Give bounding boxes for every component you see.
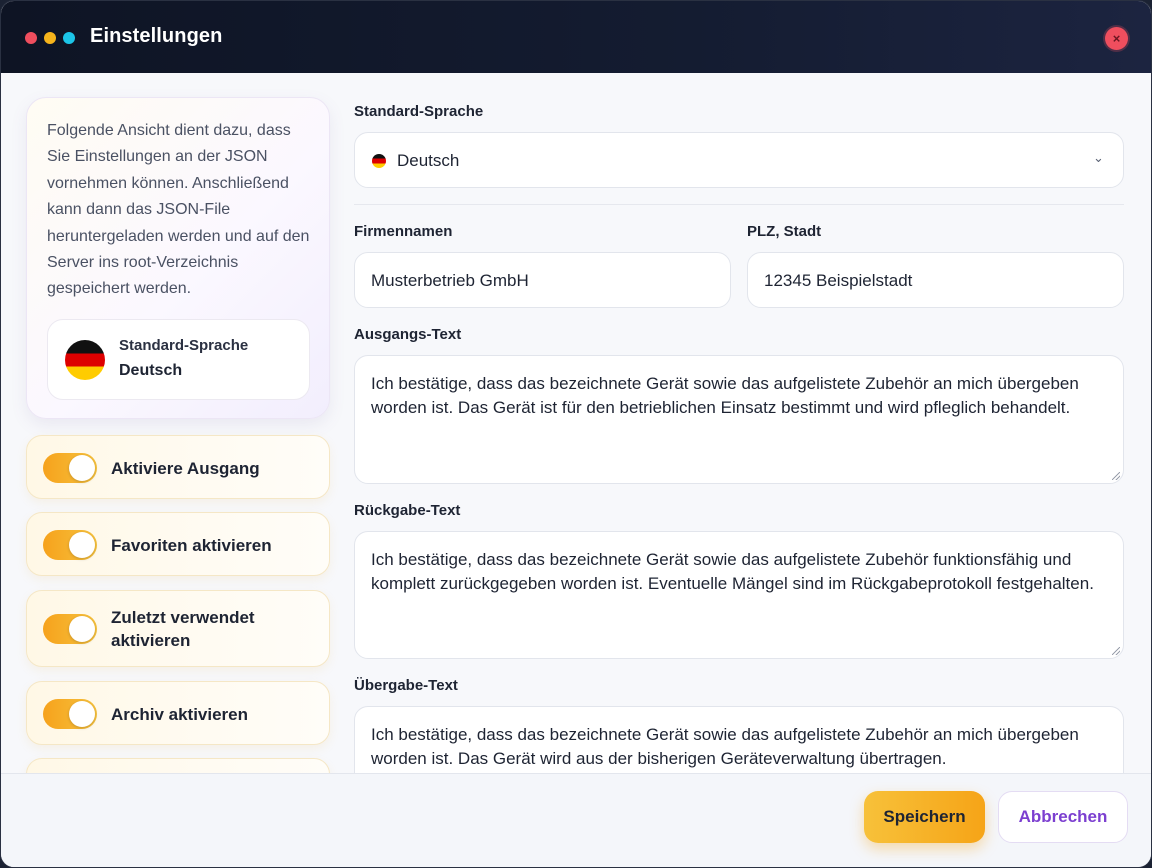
info-text: Folgende Ansicht dient dazu, dass Sie Einstellungen an der JSON vornehmen können. Anschließend kann dann das JSON-File heruntergeladen werden und auf den Server ins root-Verzeichnis gespeichert werden. — [47, 122, 310, 298]
toggle-card-favorites — [26, 512, 330, 576]
window-close-dot[interactable] — [25, 32, 37, 44]
close-icon[interactable]: × — [1105, 27, 1128, 50]
info-card — [26, 97, 330, 419]
handover-text-label: Übergabe-Text — [354, 677, 458, 694]
window-title: Einstellungen — [90, 25, 223, 47]
city-input[interactable]: 12345 Beispielstadt — [747, 252, 1124, 308]
save-button[interactable]: Speichern — [864, 791, 985, 843]
window-minimize-dot[interactable] — [44, 32, 56, 44]
toggle-card-exit — [26, 435, 330, 499]
company-input[interactable]: Musterbetrieb GmbH — [354, 252, 731, 308]
exit-text-label: Ausgangs-Text — [354, 326, 462, 343]
toggle-label-exit: Aktiviere Ausgang — [111, 459, 260, 478]
toggle-label-recent: Zuletzt verwendet aktivieren — [111, 608, 255, 650]
window-maximize-dot[interactable] — [63, 32, 75, 44]
toggle-label-archive: Archiv aktivieren — [111, 705, 249, 724]
language-label: Standard-Sprache — [354, 103, 484, 120]
language-summary-card — [47, 319, 310, 400]
titlebar — [1, 1, 1152, 73]
return-text-label: Rückgabe-Text — [354, 502, 461, 519]
toggle-knob — [69, 701, 95, 727]
language-summary-value: Deutsch — [119, 362, 183, 379]
divider — [354, 204, 1124, 205]
company-label: Firmennamen — [354, 223, 453, 240]
toggle-recent[interactable] — [43, 614, 97, 644]
resize-handle[interactable] — [1112, 647, 1120, 655]
toggle-archive[interactable] — [43, 699, 97, 729]
toggle-knob — [69, 532, 95, 558]
chevron-down-icon: ⌄ — [1093, 150, 1104, 165]
germany-flag-icon — [372, 154, 386, 168]
toggle-label-favorites: Favoriten aktivieren — [111, 536, 272, 555]
language-summary-label: Standard-Sprache — [119, 337, 249, 354]
handover-text-value: Ich bestätige, dass das bezeichnete Gerät sowie das aufgelistete Zubehör an mich übergeben worden ist. Das Gerät wird aus der bisherigen Geräteverwaltung übertragen. — [371, 725, 1079, 768]
city-label: PLZ, Stadt — [747, 223, 822, 240]
toggle-favorites[interactable] — [43, 530, 97, 560]
language-select[interactable] — [354, 132, 1124, 188]
language-select-value: Deutsch — [397, 151, 460, 170]
toggle-knob — [69, 455, 95, 481]
exit-text-value: Ich bestätige, dass das bezeichnete Gerät sowie das aufgelistete Zubehör an mich übergeben worden ist. Das Gerät ist für den betrieblichen Einsatz bestimmt und wird pfleglich behandelt. — [371, 374, 1079, 417]
cancel-button[interactable]: Abbrechen — [998, 791, 1128, 843]
return-text-value: Ich bestätige, dass das bezeichnete Gerät sowie das aufgelistete Zubehör funktionsfähig und komplett zurückgegeben worden ist. Eventuelle Mängel sind im Rückgabeprotokoll festgehalten. — [371, 550, 1094, 593]
germany-flag-icon — [65, 340, 105, 380]
exit-text-area[interactable] — [354, 355, 1124, 484]
toggle-knob — [69, 616, 95, 642]
return-text-area[interactable] — [354, 531, 1124, 659]
toggle-exit[interactable] — [43, 453, 97, 483]
toggle-card-recent — [26, 590, 330, 667]
resize-handle[interactable] — [1112, 472, 1120, 480]
toggle-card-archive — [26, 681, 330, 745]
